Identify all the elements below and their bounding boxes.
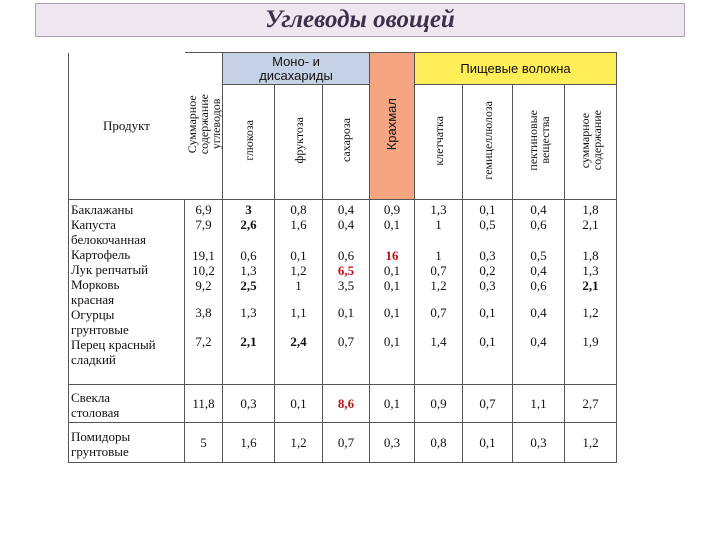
name-line: Огурцы: [71, 307, 115, 322]
cell-value: 1,9: [582, 334, 599, 349]
col-total: [185, 200, 223, 385]
header-fructose: фруктоза: [275, 85, 323, 200]
cell-value: 0,2: [479, 263, 496, 278]
col-glucose: [223, 200, 275, 385]
cell-value: 0,3: [479, 248, 496, 263]
cell-value: 1,4: [430, 334, 447, 349]
name-line: Перец красный: [71, 337, 156, 352]
name-line: грунтовые: [71, 322, 129, 337]
cell-value: 1,1: [513, 385, 565, 423]
cell-value: 9,2: [195, 278, 212, 293]
cell-value: 1,3: [582, 263, 599, 278]
col-hemicellulose: [463, 200, 513, 385]
name-line: красная: [71, 292, 115, 307]
cell-value: 0,3: [223, 385, 275, 423]
cell-value: 1: [435, 217, 442, 232]
cell-value: 1,8: [582, 202, 599, 217]
cell-value: 1,2: [430, 278, 447, 293]
cell-value: 2,1: [582, 217, 599, 232]
col-pectin: [513, 200, 565, 385]
cell-value: 1,2: [565, 423, 617, 463]
cell-value: 0,7: [430, 305, 447, 320]
cell-value: 2,1: [582, 278, 599, 293]
name-line: Морковь: [71, 277, 120, 292]
cell-value: 0,4: [337, 202, 355, 217]
cell-value: 0,4: [530, 202, 547, 217]
name-line: Баклажаны: [71, 202, 134, 217]
cell-value: 0,1: [383, 305, 401, 320]
cell-value: 5: [185, 423, 223, 463]
header-product: Продукт: [69, 53, 185, 200]
title-box: [35, 3, 685, 37]
cell-value: 7,9: [195, 217, 212, 232]
cell-value: 0,1: [479, 305, 496, 320]
cell-value: 3,5: [337, 278, 355, 293]
cell-value: 1,3: [430, 202, 447, 217]
cell-value: 1,8: [582, 248, 599, 263]
cell-value: 11,8: [185, 385, 223, 423]
page-title: Углеводы овощей: [265, 6, 455, 33]
cell-value: 1,1: [290, 305, 307, 320]
cell-value: 6,9: [195, 202, 212, 217]
cell-value: 2,6: [240, 217, 257, 232]
cell-value: 1,6: [223, 423, 275, 463]
name-line: Картофель: [71, 247, 131, 262]
header-cellulose: клетчатка: [415, 85, 463, 200]
cell-value: 1,2: [290, 263, 307, 278]
cell-value: 0,1: [290, 248, 307, 263]
cell-value: 0,7: [430, 263, 447, 278]
cell-value: 0,5: [479, 217, 496, 232]
row-beet-name: Свекла столовая: [69, 385, 185, 423]
cell-value: 0,1: [337, 305, 355, 320]
cell-value: 1: [295, 278, 302, 293]
col-starch: [370, 200, 415, 385]
cell-value-highlight: 8,6: [323, 385, 370, 423]
col-fructose: [275, 200, 323, 385]
cell-value: 0,9: [383, 202, 401, 217]
cell-value: 0,1: [370, 385, 415, 423]
cell-value: 0,6: [337, 248, 355, 263]
col-fiber-total: [565, 200, 617, 385]
carbs-table: [68, 52, 617, 463]
name-line: Капуста: [71, 217, 116, 232]
cell-value: 0,1: [383, 334, 401, 349]
name-line: сладкий: [71, 352, 116, 367]
cell-value: 3,8: [195, 305, 212, 320]
header-fiber-group: Пищевые волокна: [415, 53, 617, 85]
cell-value: 0,1: [479, 334, 496, 349]
header-starch: Крахмал: [370, 53, 415, 200]
cell-value: 0,4: [337, 217, 355, 232]
header-total-carbs: Суммарное содержание углеводов: [185, 53, 223, 200]
cell-value: 19,1: [192, 248, 215, 263]
cell-value: 0,1: [383, 278, 401, 293]
cell-value-highlight: 16: [385, 248, 399, 263]
col-cellulose: [415, 200, 463, 385]
cell-value: 1,3: [240, 263, 257, 278]
cell-value: 3: [245, 202, 252, 217]
cell-value: 0,4: [530, 305, 547, 320]
header-mono-di: Моно- и дисахариды: [223, 53, 370, 85]
col-sucrose: [323, 200, 370, 385]
cell-value: 7,2: [195, 334, 212, 349]
cell-value: 0,7: [323, 423, 370, 463]
name-line: белокочанная: [71, 232, 146, 247]
cell-value: 0,6: [530, 278, 547, 293]
cell-value: 1: [435, 248, 442, 263]
cell-value: 0,7: [337, 334, 355, 349]
cell-value: 0,3: [370, 423, 415, 463]
cell-value: 0,8: [290, 202, 307, 217]
cell-value: 0,7: [463, 385, 513, 423]
cell-value: 0,5: [530, 248, 547, 263]
cell-value: 10,2: [192, 263, 215, 278]
cell-value: 0,4: [530, 263, 547, 278]
cell-value: 0,8: [415, 423, 463, 463]
cell-value: 0,1: [383, 217, 401, 232]
cell-value-highlight: 6,5: [337, 263, 355, 278]
cell-value: 1,3: [240, 305, 257, 320]
cell-value: 2,5: [240, 278, 257, 293]
cell-value: 0,1: [275, 385, 323, 423]
cell-value: 1,6: [290, 217, 307, 232]
header-glucose: глюкоза: [223, 85, 275, 200]
cell-value: 0,6: [240, 248, 257, 263]
cell-value: 2,7: [565, 385, 617, 423]
cell-value: 0,3: [479, 278, 496, 293]
row-tomato-name: Помидоры грунтовые: [69, 423, 185, 463]
cell-value: 0,9: [415, 385, 463, 423]
cell-value: 1,2: [275, 423, 323, 463]
cell-value: 0,3: [513, 423, 565, 463]
header-hemicellulose: гемицеллюлоза: [463, 85, 513, 200]
cell-value: 2,4: [290, 334, 307, 349]
name-line: Лук репчатый: [71, 262, 149, 277]
header-sucrose: сахароза: [323, 85, 370, 200]
header-pectin: пектиновые вещества: [513, 85, 565, 200]
cell-value: 2,1: [240, 334, 257, 349]
cell-value: 1,2: [582, 305, 599, 320]
cell-value: 0,1: [383, 263, 401, 278]
header-fiber-total: суммарное содержание: [565, 85, 617, 200]
cell-value: 0,6: [530, 217, 547, 232]
cell-value: 0,1: [463, 423, 513, 463]
cell-value: 0,1: [479, 202, 496, 217]
cell-value: 0,4: [530, 334, 547, 349]
vegetable-names: [69, 200, 185, 385]
